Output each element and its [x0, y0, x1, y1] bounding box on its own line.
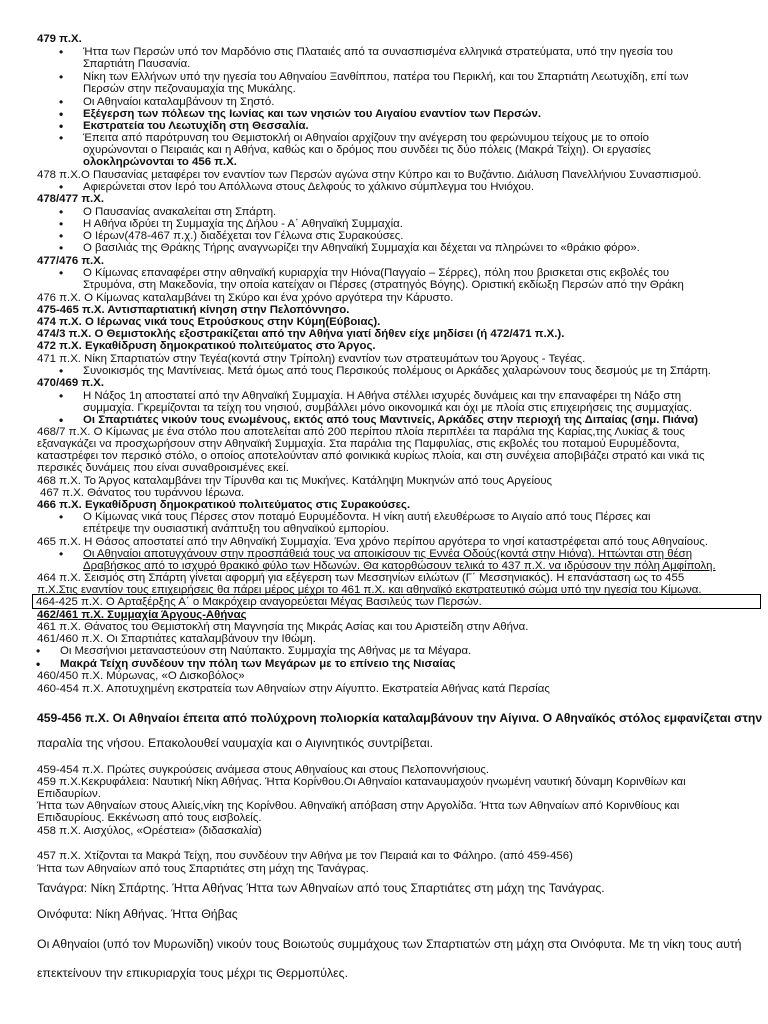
- event-line: οχυρώνονται ο Πειραιάς και η Αθήνα, καθώς και ο δρόμος που συνδέει τις δύο πόλεις (Μακρά Τείχη). Οι εργασίες: [83, 144, 651, 156]
- event-line: 468 π.Χ. Το Άργος καταλαμβάνει την Τίρυνθα και τις Μυκήνες. Κατάληψη Μυκηνών από τους Αργείους: [37, 475, 553, 487]
- event-line: Ήττα των Αθηναίων από τους Σπαρτιάτες στη μάχη της Τανάγρας.: [37, 863, 369, 875]
- event-line: • Η Αθήνα ιδρύει τη Συμμαχία της Δήλου - Α΄ Αθηναϊκή Συμμαχία.: [83, 218, 403, 231]
- event-line: 478 π.Χ.Ο Παυσανίας μεταφέρει τον εναντίον των Περσών αγώνα στην Κύπρο και το Βυζάντιο. Διάλυση Πανελλήνιου Συνασπισμού.: [37, 169, 702, 181]
- event-line: 476 π.Χ. Ο Κίμωνας καταλαμβάνει τη Σκύρο και ένα χρόνο αργότερα την Κάρυστο.: [37, 292, 454, 304]
- boxed-entry: 464-425 π.Χ. Ο Αρταξέρξης Α΄ ο Μακρόχειρ αναγορεύεται Μέγας Βασιλεύς των Περσών.: [36, 596, 482, 608]
- event-line: 465 π.Χ. Η Θάσος αποστατεί από την Αθηναϊκή Συμμαχία. Ένα χρόνο περίπου αργότερα το νησί καταστρέφεται από τους Αθηναίους.: [37, 536, 708, 548]
- event-line: παραλία της νήσου. Επακολουθεί ναυμαχία και ο Αιγινητικός συντρίβεται.: [37, 736, 433, 750]
- event-line: 461 π.Χ. Θάνατος του Θεμιστοκλή στη Μαγνησία της Μικράς Ασίας και του Αριστείδη στην Αθήνα.: [37, 621, 529, 633]
- event-line: συμμαχία. Γκρεμίζονται τα τείχη του νησιού, συμβάλλει μόνο οικονομικά και όχι με πλοία στις επιχειρήσεις της συμμαχίας.: [83, 402, 692, 414]
- year-heading-478-477: 478/477 π.Χ.: [37, 193, 104, 205]
- event-line: 462/461 π.Χ. Συμμαχία Άργους-Αθήνας: [37, 609, 247, 621]
- event-line: • Ο Κίμωνας επαναφέρει στην αθηναϊκή κυριαρχία την Ηιόνα(Παγγαίο – Σέρρες), πόλη που βρισκεται στις εκβολές του: [83, 267, 669, 280]
- event-line: 467 π.Χ. Θάνατος του τυράννου Ιέρωνα.: [40, 487, 245, 499]
- event-line: 459-454 π.Χ. Πρώτες συγκρούσεις ανάμεσα στους Αθηναίους και στους Πελοποννήσιους.: [37, 764, 490, 776]
- event-line: • Ο Κίμωνας νικά τους Πέρσες στον ποταμό Ευρυμέδοντα. Η νίκη αυτή ελευθέρωσε το Αιγαίο από τους Πέρσες και: [83, 511, 651, 524]
- event-line: Στρυμόνα, στη Μακεδονία, την οποία κατείχαν οι Πέρσες (στρατηγός Βόγης). Οριστική εκδίωξη Περσών από την Θράκη: [83, 279, 684, 291]
- event-line: επέτρεψε την ουσιαστική ανάπτυξη του αθηναϊκού εμπορίου.: [83, 523, 389, 535]
- event-line: • Αφιερώνεται στον Ιερό του Απόλλωνα στους Δελφούς το χάλκινο σύμπλεγμα του Ηνιόχου.: [83, 181, 534, 194]
- event-line: • Ο Παυσανίας ανακαλείται στη Σπάρτη.: [83, 206, 276, 219]
- event-line: 459-456 π.Χ. Οι Αθηναίοι έπειτα από πολύχρονη πολιορκία καταλαμβάνουν την Αίγινα. Ο Αθηναϊκός στόλος εμφανίζεται στην: [37, 711, 763, 725]
- event-line: καταστρέφει τον περσικό στόλο, ο οποίος αποτελούνταν από φοινικικά κυρίως πλοία, και στη συνέχεια αποβιβάζει στρατό και νικά τις: [37, 450, 705, 462]
- event-line: 474/3 π.Χ. Ο Θεμιστοκλής εξοστρακίζεται από την Αθήνα γιατί δήθεν είχε μηδίσει (ή 472/471 π.Χ.).: [37, 328, 565, 340]
- event-line: • Η Νάξος 1η αποστατεί από την Αθηναϊκή Συμμαχία. Η Αθήνα στέλλει ισχυρές δυνάμεις και την επαναφέρει τη Νάξο στη: [83, 390, 681, 403]
- event-line: Τανάγρα: Νίκη Σπάρτης. Ήττα Αθήνας Ήττα των Αθηναίων από τους Σπαρτιάτες στη μάχη της Τανάγρας.: [37, 881, 605, 895]
- event-line: • Οι Αθηναίοι καταλαμβάνουν τη Σηστό.: [83, 96, 274, 109]
- event-line: • Ο Ιέρων(478-467 π.χ.) διαδέχεται τον Γέλωνα στις Συρακούσες.: [83, 230, 403, 243]
- event-line: • Ήττα των Περσών υπό τον Μαρδόνιο στις Πλαταιές από τα συνασπισμένα ελληνικά στρατεύματα, υπό την ηγεσία του: [83, 46, 673, 59]
- event-line: περσικές δυνάμεις που είναι συναθροισμένες εκεί.: [37, 462, 289, 474]
- event-line: 474 π.Χ. Ο Ιέρωνας νικά τους Ετρούσκους στην Κύμη(Εύβοιας).: [37, 316, 381, 328]
- event-line: 460-454 π.Χ. Αποτυχημένη εκστρατεία των Αθηναίων στην Αίγυπτο. Εκστρατεία Αθήνας κατά Περσίας: [37, 683, 550, 695]
- event-line: • Εκστρατεία του Λεωτυχίδη στη Θεσσαλία.: [83, 120, 309, 133]
- event-line: Δραβήσκος από το ισχυρό θρακικό φύλο των Ηδωνών. Θα κατορθώσουν τελικά το 437 π.Χ. να ιδρύσουν την πόλη Αμφίπολη.: [83, 560, 716, 572]
- event-line: Επιδαυρίων.: [37, 788, 101, 800]
- event-line: • Εξέγερση των πόλεων της Ιωνίας και των νησιών του Αιγαίου εναντίον των Περσών.: [83, 108, 541, 121]
- event-line: Οι Αθηναίοι (υπό τον Μυρωνίδη) νικούν τους Βοιωτούς συμμάχους των Σπαρτιατών στη μάχη στα Οινόφυτα. Με τη νίκη τους αυτή: [37, 937, 742, 951]
- event-line: Περσών στην πεζοναυμαχία της Μυκάλης.: [83, 83, 296, 95]
- event-line: 457 π.Χ. Χτίζονται τα Μακρά Τείχη, που συνδέουν την Αθήνα με τον Πειραιά και το Φάληρο. (από 459-456): [37, 850, 573, 862]
- event-line: 461/460 π.Χ. Οι Σπαρτιάτες καταλαμβάνουν την Ιθώμη.: [37, 633, 316, 645]
- event-line: ολοκληρώνονται το 456 π.Χ.: [83, 156, 237, 168]
- event-line: π.Χ.Στις εναντίον τους επιχειρήσεις θα πάρει μέρος μέχρι το 461 π.Χ. και αθηναϊκό εκστρατευτικό σώμα υπό την ηγεσία του Κίμωνα.: [37, 584, 702, 596]
- event-line: • Έπειτα από παρότρυνση του Θεμιστοκλή οι Αθηναίοι αρχίζουν την ανέγερση του φερώνυμου τείχους με το οποίο: [83, 132, 649, 145]
- year-heading-470-469: 470/469 π.Χ.: [37, 377, 104, 389]
- event-line: 459 π.Χ.Κεκρυφάλεια: Ναυτική Νίκη Αθήνας. Ήττα Κορίνθου.Οι Αθηναίοι κατανaυμαχούν ηνωμένη ναυτική δύναμη Κορινθίων και: [37, 776, 686, 788]
- year-heading-479: 479 π.Χ.: [37, 33, 82, 45]
- event-line: • Νίκη των Ελλήνων υπό την ηγεσία του Αθηναίου Ξανθίππου, πατέρα του Περικλή, και του Σπαρτιάτη Λεωτυχίδη, επί των: [83, 71, 689, 84]
- event-line: • Μακρά Τείχη συνδέουν την πόλη των Μεγάρων με το επίνειο της Νισαίας: [60, 658, 455, 671]
- event-line: Σπαρτιάτη Παυσανία.: [83, 58, 191, 70]
- event-line: • Οι Σπαρτιάτες νικούν τους ενωμένους, εκτός από τους Μαντινείς, Αρκάδες στην περιοχή της Διπαίας (σημ. Πιάνα): [83, 414, 698, 427]
- event-line: 466 π.Χ. Εγκαθίδρυση δημοκρατικού πολιτεύματος στις Συρακούσες.: [37, 499, 411, 511]
- event-line: • Οι Αθηναίοι αποτυγχάνουν στην προσπάθειά τους να αποικίσουν τις Εννέα Οδούς(κοντά στην Ηιόνα). Ηττώνται στη θέση: [83, 548, 692, 561]
- event-line: εξαναγκάζει να προσχωρήσουν στην Αθηναϊκή Συμμαχία. Στα παράλια της Παμφυλίας, στις εκβολές του ποταμού Ευρυμέδοντα,: [37, 438, 680, 450]
- event-line: 471 π.Χ. Νίκη Σπαρτιατών στην Τεγέα(κοντά στην Τρίπολη) εναντίον των στρατευμάτων του Άργους - Τεγέας.: [37, 353, 586, 365]
- event-line: 472 π.Χ. Εγκαθίδρυση δημοκρατικού πολιτεύματος στο Άργος.: [37, 340, 376, 352]
- event-line: Οινόφυτα: Νίκη Αθήνας. Ήττα Θήβας: [37, 907, 238, 921]
- event-line: • Συνοικισμός της Μαντίνειας. Μετά όμως από τους Περσικούς πολέμους οι Αρκάδες χαλαρώνουν τους δεσμούς με τη Σπάρτη.: [83, 365, 711, 378]
- event-line: Επιδαυρίους. Εκκένωση από τους εισβολείς.: [37, 812, 262, 824]
- event-line: • Ο βασιλιάς της Θράκης Τήρης αναγνωρίζει την Αθηναϊκή Συμμαχία και δέχεται να πληρώνει το «θράκιο φόρο».: [83, 242, 640, 255]
- event-line: 475-465 π.Χ. Αντισπαρτιατική κίνηση στην Πελοπόννησο.: [37, 304, 350, 316]
- event-line: 460/450 π.Χ. Μύρωνας, «Ο Δισκοβόλος»: [37, 670, 245, 682]
- event-line: • Οι Μεσσήνιοι μεταναστεύουν στη Ναύπακτο. Συμμαχία της Αθήνας με τα Μέγαρα.: [60, 645, 471, 658]
- event-line: 468/7 π.Χ. Ο Κίμωνας με ένα στόλο που αποτελείται από 200 περίπου πλοία περιπλέει τα παράλια της Καρίας,της Λυκίας & τους: [37, 426, 685, 438]
- event-line: 458 π.Χ. Αισχύλος, «Ορέστεια» (διδασκαλία): [37, 825, 262, 837]
- event-line: 464 π.Χ. Σεισμός στη Σπάρτη γίνεται αφορμή για εξέγερση των Μεσσηνίων ειλώτων (Γ΄ Μεσσηνιακός). Η επανάσταση ως το 455: [37, 572, 685, 584]
- year-heading-477-476: 477/476 π.Χ.: [37, 255, 104, 267]
- event-line: επεκτείνουν την επικυριαρχία τους μέχρι τις Θερμοπύλες.: [37, 966, 348, 980]
- event-line: Ήττα των Αθηναίων στους Αλιείς,νίκη της Κορίνθου. Αθηναϊκή απόβαση στην Αργολίδα. Ήττα των Αθηναίων από Κορινθίους και: [37, 800, 680, 812]
